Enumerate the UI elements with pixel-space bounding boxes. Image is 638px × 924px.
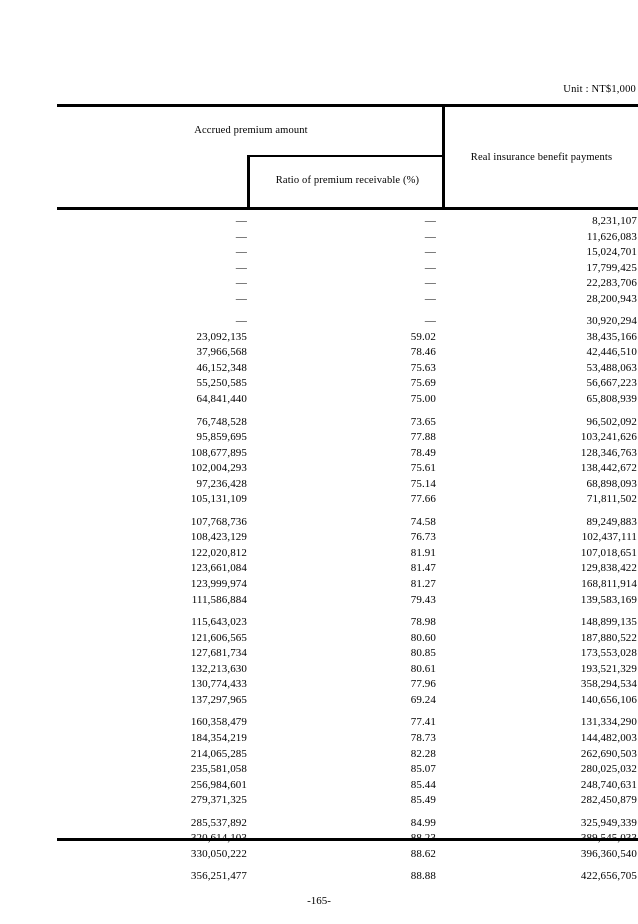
table-row <box>57 677 638 693</box>
cell-real-insurance-benefit-payments: 96,502,092 <box>586 415 637 428</box>
cell-real-insurance-benefit-payments: 138,442,672 <box>580 462 637 475</box>
cell-accrued-premium-amount: 123,999,974 <box>190 578 247 591</box>
cell-real-insurance-benefit-payments: 89,249,883 <box>586 515 637 528</box>
cell-real-insurance-benefit-payments: 42,446,510 <box>586 346 637 359</box>
cell-ratio-of-premium-receivable: 75.63 <box>410 361 436 374</box>
table-bottom-rule <box>57 838 638 841</box>
cell-real-insurance-benefit-payments: 140,656,106 <box>580 693 637 706</box>
cell-real-insurance-benefit-payments: 282,450,879 <box>580 794 637 807</box>
cell-real-insurance-benefit-payments: 168,811,914 <box>581 578 637 591</box>
table-row <box>57 276 638 292</box>
table-row <box>57 214 638 230</box>
cell-ratio-of-premium-receivable: 78.46 <box>410 346 436 359</box>
cell-accrued-premium-amount: 97,236,428 <box>196 477 247 490</box>
cell-accrued-premium-amount: — <box>235 292 247 305</box>
header-horizontal-rule-mid <box>247 155 445 157</box>
cell-ratio-of-premium-receivable: — <box>424 315 436 328</box>
cell-real-insurance-benefit-payments: 11,626,083 <box>586 230 637 243</box>
cell-ratio-of-premium-receivable: — <box>424 292 436 305</box>
cell-ratio-of-premium-receivable: 75.61 <box>410 462 436 475</box>
cell-real-insurance-benefit-payments: 28,200,943 <box>586 292 637 305</box>
cell-accrued-premium-amount: 76,748,528 <box>196 415 247 428</box>
table-row <box>57 492 638 508</box>
table-row <box>57 593 638 609</box>
cell-real-insurance-benefit-payments: 56,667,223 <box>586 377 637 390</box>
cell-ratio-of-premium-receivable: — <box>424 261 436 274</box>
table-row <box>57 361 638 377</box>
cell-accrued-premium-amount: 55,250,585 <box>196 377 247 390</box>
cell-ratio-of-premium-receivable: 85.44 <box>410 778 436 791</box>
page-number: -165- <box>307 895 331 907</box>
cell-real-insurance-benefit-payments: 144,482,003 <box>580 731 637 744</box>
table-row <box>57 715 638 731</box>
cell-ratio-of-premium-receivable: 77.96 <box>410 678 436 691</box>
cell-real-insurance-benefit-payments: 248,740,631 <box>580 778 637 791</box>
cell-ratio-of-premium-receivable: — <box>424 230 436 243</box>
cell-accrued-premium-amount: — <box>235 215 247 227</box>
cell-accrued-premium-amount: 123,661,084 <box>190 562 247 575</box>
table-row <box>57 762 638 778</box>
cell-real-insurance-benefit-payments: 128,346,763 <box>580 446 637 459</box>
cell-real-insurance-benefit-payments: 71,811,502 <box>586 493 637 506</box>
table-row <box>57 561 638 577</box>
cell-accrued-premium-amount: 256,984,601 <box>190 778 247 791</box>
cell-ratio-of-premium-receivable: 88.88 <box>410 870 436 883</box>
table-row <box>57 345 638 361</box>
cell-real-insurance-benefit-payments: 396,360,540 <box>580 847 637 860</box>
table-row <box>57 546 638 562</box>
table-row <box>57 631 638 647</box>
cell-ratio-of-premium-receivable: 80.60 <box>410 631 436 644</box>
cell-real-insurance-benefit-payments: 38,435,166 <box>586 330 637 343</box>
cell-ratio-of-premium-receivable: 81.47 <box>410 562 436 575</box>
column-header-real-insurance-benefit-payments: Real insurance benefit payments <box>470 152 613 163</box>
cell-accrued-premium-amount: 356,251,477 <box>190 870 247 883</box>
table-row <box>57 662 638 678</box>
cell-accrued-premium-amount: 64,841,440 <box>196 393 247 406</box>
cell-real-insurance-benefit-payments: 102,437,111 <box>581 531 637 544</box>
cell-accrued-premium-amount: 107,768,736 <box>190 515 247 528</box>
cell-accrued-premium-amount: — <box>235 230 247 243</box>
cell-real-insurance-benefit-payments: 65,808,939 <box>586 393 637 406</box>
cell-ratio-of-premium-receivable: 69.24 <box>410 693 436 706</box>
cell-real-insurance-benefit-payments: 139,583,169 <box>580 593 637 606</box>
table-row <box>57 646 638 662</box>
table-row-spacer <box>57 708 638 715</box>
cell-accrued-premium-amount: 23,092,135 <box>196 330 247 343</box>
table-row <box>57 477 638 493</box>
cell-real-insurance-benefit-payments: 17,799,425 <box>586 261 637 274</box>
cell-real-insurance-benefit-payments: 53,488,063 <box>586 361 637 374</box>
table-row <box>57 376 638 392</box>
cell-accrued-premium-amount: 235,581,058 <box>190 763 247 776</box>
cell-real-insurance-benefit-payments: 68,898,093 <box>586 477 637 490</box>
cell-real-insurance-benefit-payments: 422,656,705 <box>580 870 637 883</box>
cell-ratio-of-premium-receivable: 78.49 <box>410 446 436 459</box>
cell-real-insurance-benefit-payments: 129,838,422 <box>580 562 637 575</box>
table-row <box>57 693 638 709</box>
table-row <box>57 847 638 863</box>
cell-accrued-premium-amount: 121,606,565 <box>190 631 247 644</box>
statistics-table <box>57 104 638 885</box>
cell-accrued-premium-amount: 46,152,348 <box>196 361 247 374</box>
cell-ratio-of-premium-receivable: 78.73 <box>410 731 436 744</box>
table-row <box>57 430 638 446</box>
table-row <box>57 261 638 277</box>
table-row <box>57 530 638 546</box>
cell-real-insurance-benefit-payments: 103,241,626 <box>580 431 637 444</box>
cell-ratio-of-premium-receivable: 74.58 <box>410 515 436 528</box>
table-row <box>57 816 638 832</box>
cell-accrued-premium-amount: 122,020,812 <box>190 546 247 559</box>
cell-ratio-of-premium-receivable: 80.85 <box>410 647 436 660</box>
table-row <box>57 314 638 330</box>
cell-ratio-of-premium-receivable: 82.28 <box>410 747 436 760</box>
cell-ratio-of-premium-receivable: 88.62 <box>410 847 436 860</box>
table-row <box>57 747 638 763</box>
cell-real-insurance-benefit-payments: 131,334,290 <box>580 716 637 729</box>
cell-accrued-premium-amount: 95,859,695 <box>196 431 247 444</box>
cell-accrued-premium-amount: 127,681,734 <box>190 647 247 660</box>
cell-ratio-of-premium-receivable: — <box>424 215 436 227</box>
cell-accrued-premium-amount: — <box>235 277 247 290</box>
cell-ratio-of-premium-receivable: 76.73 <box>410 531 436 544</box>
table-row <box>57 577 638 593</box>
cell-real-insurance-benefit-payments: 148,899,135 <box>580 616 637 629</box>
cell-accrued-premium-amount: — <box>235 261 247 274</box>
table-row-spacer <box>57 307 638 314</box>
cell-ratio-of-premium-receivable: 79.43 <box>410 593 436 606</box>
column-header-ratio-of-premium-receivable: Ratio of premium receivable (%) <box>275 175 420 186</box>
table-row <box>57 615 638 631</box>
cell-accrued-premium-amount: 102,004,293 <box>190 462 247 475</box>
cell-accrued-premium-amount: 137,297,965 <box>190 693 247 706</box>
cell-ratio-of-premium-receivable: 59.02 <box>410 330 436 343</box>
table-row <box>57 869 638 885</box>
cell-ratio-of-premium-receivable: 78.98 <box>410 616 436 629</box>
cell-real-insurance-benefit-payments: 193,521,329 <box>580 662 637 675</box>
cell-real-insurance-benefit-payments: 280,025,032 <box>580 763 637 776</box>
cell-accrued-premium-amount: — <box>235 246 247 259</box>
unit-caption: Unit : NT$1,000 <box>563 84 636 95</box>
cell-real-insurance-benefit-payments: 173,553,028 <box>580 647 637 660</box>
cell-accrued-premium-amount: 330,050,222 <box>190 847 247 860</box>
cell-ratio-of-premium-receivable: 81.91 <box>410 546 436 559</box>
cell-ratio-of-premium-receivable: 77.41 <box>410 716 436 729</box>
cell-real-insurance-benefit-payments: 8,231,107 <box>592 215 637 227</box>
cell-real-insurance-benefit-payments: 30,920,294 <box>586 315 637 328</box>
cell-ratio-of-premium-receivable: 77.88 <box>410 431 436 444</box>
cell-ratio-of-premium-receivable: 85.49 <box>410 794 436 807</box>
column-header-accrued-premium-amount: Accrued premium amount <box>194 125 308 136</box>
cell-real-insurance-benefit-payments: 262,690,503 <box>580 747 637 760</box>
table-row <box>57 415 638 431</box>
cell-accrued-premium-amount: — <box>235 315 247 328</box>
table-row <box>57 330 638 346</box>
table-row-spacer <box>57 862 638 869</box>
table-row <box>57 230 638 246</box>
cell-accrued-premium-amount: 108,677,895 <box>190 446 247 459</box>
cell-real-insurance-benefit-payments: 15,024,701 <box>586 246 637 259</box>
cell-ratio-of-premium-receivable: 80.61 <box>410 662 436 675</box>
cell-accrued-premium-amount: 214,065,285 <box>190 747 247 760</box>
cell-accrued-premium-amount: 111,586,884 <box>191 593 247 606</box>
table-row-spacer <box>57 508 638 515</box>
table-row <box>57 446 638 462</box>
cell-accrued-premium-amount: 130,774,433 <box>190 678 247 691</box>
table-row <box>57 461 638 477</box>
cell-real-insurance-benefit-payments: 22,283,706 <box>586 277 637 290</box>
cell-ratio-of-premium-receivable: 75.00 <box>410 393 436 406</box>
table-row-spacer <box>57 408 638 415</box>
table-body <box>57 210 638 885</box>
cell-ratio-of-premium-receivable: 77.66 <box>410 493 436 506</box>
table-row <box>57 392 638 408</box>
table-row <box>57 515 638 531</box>
cell-real-insurance-benefit-payments: 107,018,651 <box>580 546 637 559</box>
table-row <box>57 731 638 747</box>
cell-ratio-of-premium-receivable: — <box>424 246 436 259</box>
table-row-spacer <box>57 608 638 615</box>
table-header <box>57 107 638 207</box>
cell-accrued-premium-amount: 37,966,568 <box>196 346 247 359</box>
cell-ratio-of-premium-receivable: — <box>424 277 436 290</box>
cell-ratio-of-premium-receivable: 73.65 <box>410 415 436 428</box>
cell-ratio-of-premium-receivable: 75.69 <box>410 377 436 390</box>
cell-accrued-premium-amount: 184,354,219 <box>190 731 247 744</box>
table-row <box>57 793 638 809</box>
cell-accrued-premium-amount: 279,371,325 <box>190 794 247 807</box>
cell-ratio-of-premium-receivable: 81.27 <box>410 578 436 591</box>
cell-accrued-premium-amount: 105,131,109 <box>190 493 247 506</box>
cell-ratio-of-premium-receivable: 84.99 <box>410 816 436 829</box>
cell-accrued-premium-amount: 115,643,023 <box>191 616 247 629</box>
cell-ratio-of-premium-receivable: 75.14 <box>410 477 436 490</box>
cell-accrued-premium-amount: 285,537,892 <box>190 816 247 829</box>
table-row <box>57 778 638 794</box>
cell-ratio-of-premium-receivable: 85.07 <box>410 763 436 776</box>
cell-accrued-premium-amount: 108,423,129 <box>190 531 247 544</box>
table-row <box>57 245 638 261</box>
cell-real-insurance-benefit-payments: 187,880,522 <box>580 631 637 644</box>
table-row <box>57 292 638 308</box>
cell-real-insurance-benefit-payments: 325,949,339 <box>580 816 637 829</box>
cell-accrued-premium-amount: 160,358,479 <box>190 716 247 729</box>
cell-real-insurance-benefit-payments: 358,294,534 <box>580 678 637 691</box>
table-row-spacer <box>57 809 638 816</box>
cell-accrued-premium-amount: 132,213,630 <box>190 662 247 675</box>
